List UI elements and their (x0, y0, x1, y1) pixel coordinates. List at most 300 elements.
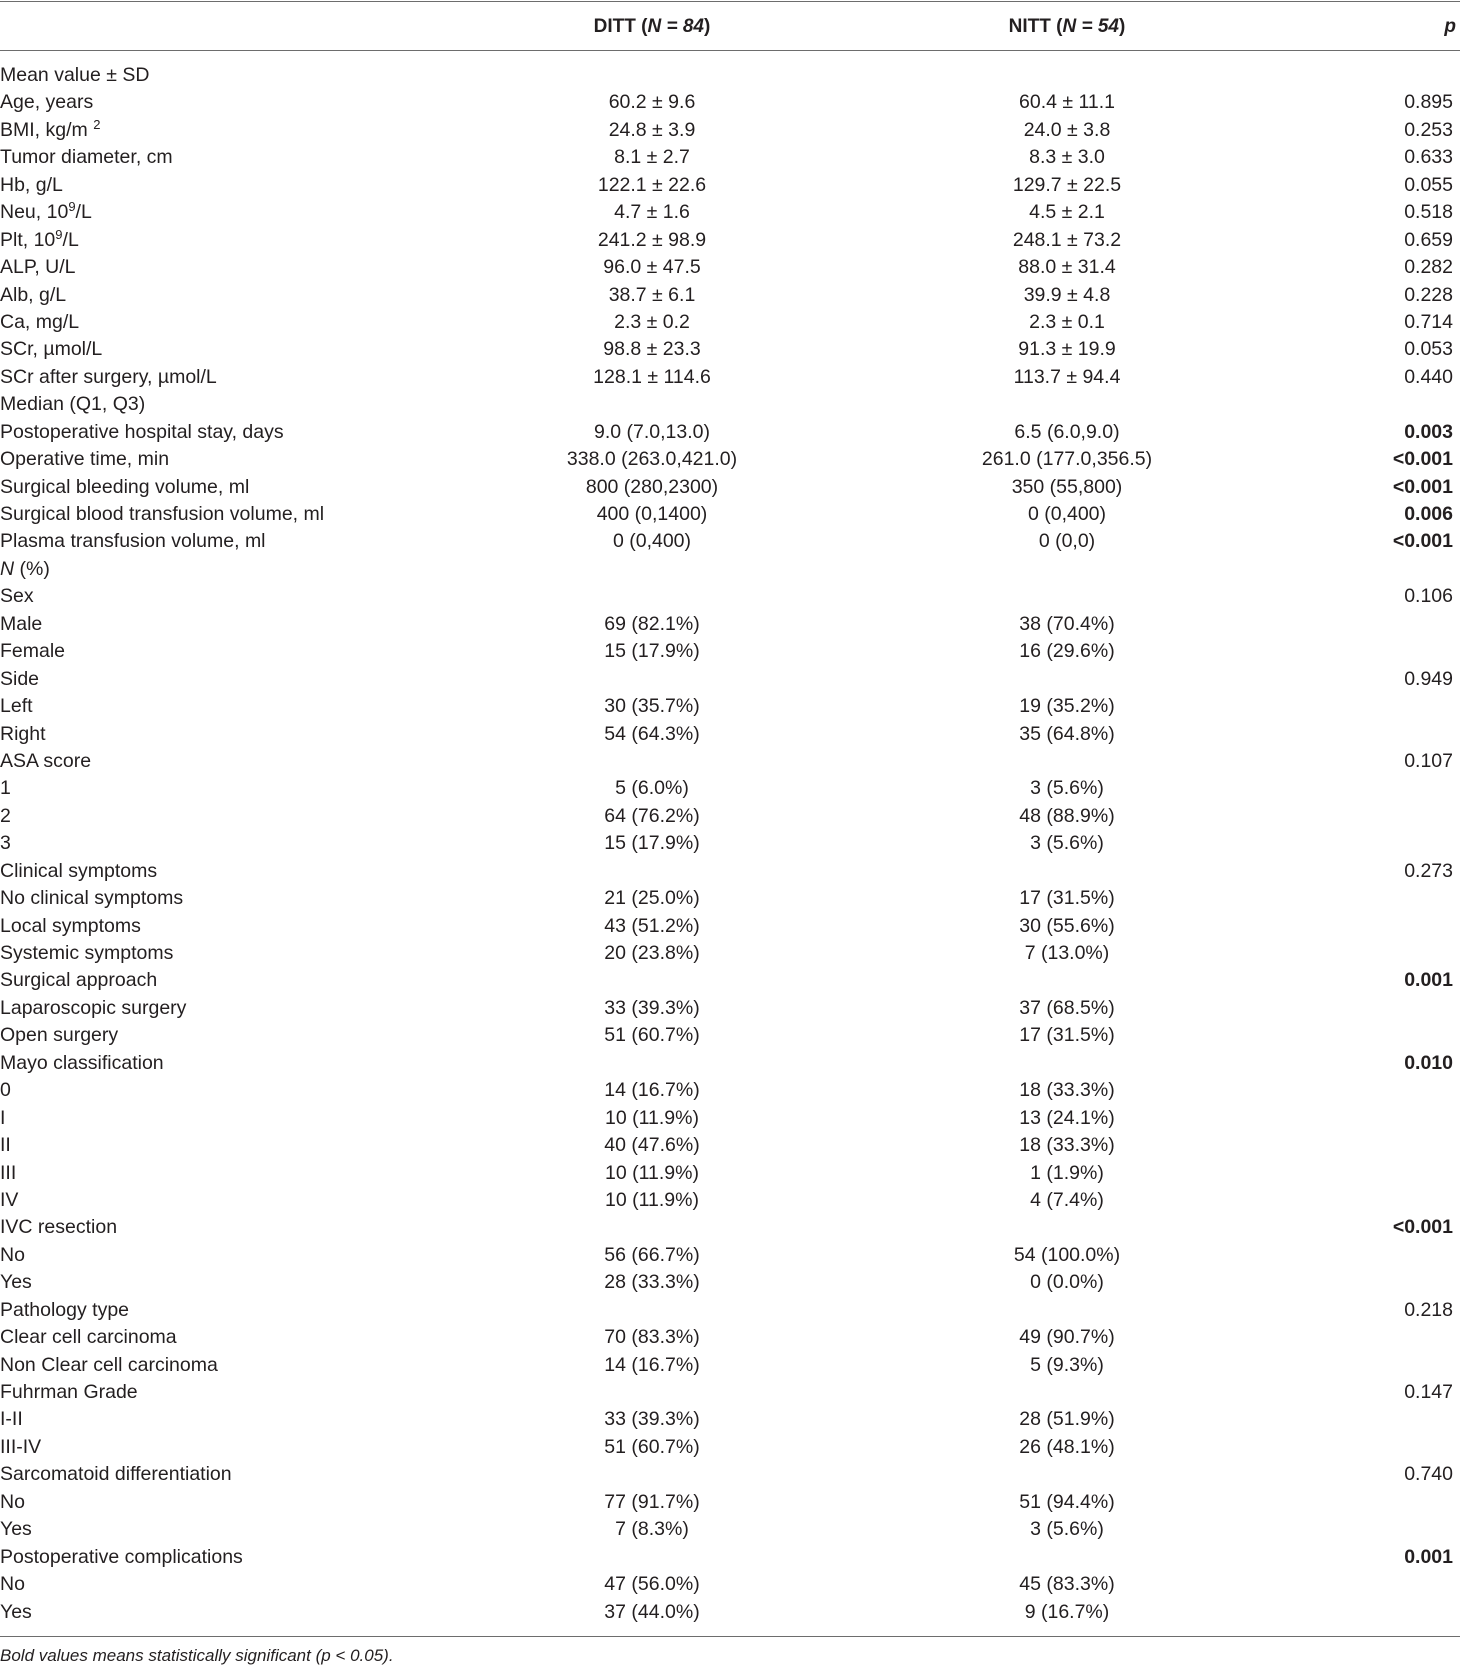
row-value-p (1300, 1242, 1453, 1269)
row-label-text: Postoperative hospital stay, days (0, 420, 284, 443)
table-row (0, 501, 1460, 528)
row-value-ditt (460, 1461, 844, 1488)
row-value-ditt: 10 (11.9%) (605, 1161, 699, 1184)
row-label (0, 1379, 460, 1406)
row-label-text: 0 (0, 1079, 11, 1102)
column-header-ditt-n: N = 84 (647, 16, 704, 37)
row-value-nitt: 88.0 ± 31.4 (1018, 256, 1116, 279)
row-label-text: Non Clear cell carcinoma (0, 1353, 218, 1376)
row-label-text: Surgical blood transfusion volume, ml (0, 503, 325, 525)
row-label-text: SCr, µmol/L (0, 338, 103, 361)
row-label (0, 1599, 460, 1626)
row-value-p (1300, 1352, 1453, 1379)
row-value-ditt (460, 391, 844, 418)
row-label (0, 1187, 460, 1214)
row-label (0, 1434, 460, 1461)
row-label-text: I-II (0, 1408, 23, 1431)
row-label-text: Side (0, 667, 40, 690)
row-label-text: No (0, 1243, 25, 1266)
table-row (0, 1297, 1460, 1324)
row-value-ditt: 77 (91.7%) (604, 1490, 700, 1513)
row-value-nitt: 13 (24.1%) (1019, 1106, 1115, 1129)
table-row (0, 227, 1460, 254)
row-value-ditt: 241.2 ± 98.9 (597, 228, 707, 251)
row-value-p: 0.053 (1404, 338, 1453, 361)
table-row (0, 89, 1460, 116)
row-label-text: II (0, 1134, 11, 1157)
row-label (0, 1132, 460, 1159)
row-label (0, 391, 460, 418)
table-row (0, 995, 1460, 1022)
row-label-text: Median (Q1, Q3) (0, 393, 146, 416)
row-label-text: Systemic symptoms (0, 942, 174, 964)
row-value-ditt: 10 (11.9%) (605, 1106, 699, 1129)
row-value-nitt: 0 (0,0) (1038, 530, 1096, 553)
table-row (0, 583, 1460, 610)
table-row (0, 1160, 1460, 1187)
row-value-ditt: 21 (25.0%) (604, 887, 700, 910)
table-row (0, 1461, 1460, 1488)
row-label-text: Open surgery (0, 1024, 119, 1047)
row-value-nitt: 129.7 ± 22.5 (1012, 173, 1122, 196)
row-label-text: III (0, 1161, 17, 1184)
table-row (0, 144, 1460, 171)
row-label (0, 336, 460, 363)
row-value-ditt (460, 967, 844, 994)
table-row (0, 1352, 1460, 1379)
row-value-p (1300, 638, 1453, 665)
row-value-nitt (875, 62, 1259, 89)
row-label-suffix: (%) (14, 557, 50, 580)
table-row (0, 1406, 1460, 1433)
row-label-text: 1 (0, 777, 11, 800)
row-value-nitt (875, 748, 1259, 775)
row-value-nitt: 35 (64.8%) (1019, 722, 1115, 745)
row-label-suffix: /L (75, 201, 92, 224)
row-value-ditt: 15 (17.9%) (604, 640, 700, 663)
row-value-p: 0.440 (1404, 365, 1453, 388)
row-label (0, 1105, 460, 1132)
row-value-ditt: 338.0 (263.0,421.0) (566, 448, 738, 471)
row-label (0, 89, 460, 116)
row-value-nitt: 37 (68.5%) (1019, 996, 1115, 1019)
row-label-text: No (0, 1573, 25, 1596)
row-label (0, 1022, 460, 1049)
row-value-nitt: 39.9 ± 4.8 (1023, 283, 1111, 306)
row-value-p: <0.001 (1392, 475, 1453, 498)
row-value-ditt: 70 (83.3%) (604, 1326, 700, 1349)
row-value-ditt: 0 (0,400) (612, 530, 692, 553)
row-label-text: Clear cell carcinoma (0, 1326, 177, 1349)
row-value-nitt: 350 (55,800) (1011, 475, 1123, 498)
row-value-nitt: 91.3 ± 19.9 (1018, 338, 1116, 361)
row-label-text: Surgical approach (0, 969, 158, 992)
row-label-text: Pathology type (0, 1298, 130, 1321)
row-value-nitt (875, 967, 1259, 994)
table-row (0, 1324, 1460, 1351)
row-label (0, 1269, 460, 1296)
row-value-ditt: 400 (0,1400) (596, 503, 708, 525)
row-label-text: Yes (0, 1600, 32, 1623)
row-label (0, 940, 460, 967)
row-label (0, 474, 460, 501)
row-label (0, 144, 460, 171)
row-label-text: 3 (0, 832, 11, 855)
row-label (0, 830, 460, 857)
row-label-text: Mean value ± SD (0, 64, 150, 86)
row-value-p: 0.659 (1404, 228, 1453, 251)
row-value-nitt (875, 1544, 1259, 1571)
row-value-nitt: 2.3 ± 0.1 (1029, 310, 1105, 333)
row-value-ditt: 60.2 ± 9.6 (608, 91, 696, 114)
row-value-p (1300, 1434, 1453, 1461)
row-value-nitt: 18 (33.3%) (1019, 1079, 1115, 1102)
row-label-text: Male (0, 612, 43, 635)
row-value-ditt: 5 (6.0%) (615, 777, 689, 800)
table-row (0, 419, 1460, 446)
table-row (0, 775, 1460, 802)
table-row (0, 199, 1460, 226)
row-value-ditt (460, 556, 844, 583)
column-header-ditt: DITT (N = 84) (593, 16, 711, 37)
row-value-p (1300, 995, 1453, 1022)
table-row (0, 693, 1460, 720)
row-label-text: 2 (0, 804, 11, 827)
row-value-p: 0.633 (1404, 146, 1453, 169)
row-label-text: N (0, 557, 15, 580)
row-value-p (1300, 830, 1453, 857)
row-value-nitt (875, 1214, 1259, 1241)
row-value-nitt (875, 583, 1259, 610)
table-row (0, 885, 1460, 912)
row-label (0, 913, 460, 940)
row-label (0, 1489, 460, 1516)
row-label (0, 1571, 460, 1598)
row-value-p: 0.218 (1404, 1298, 1453, 1321)
row-value-ditt: 37 (44.0%) (604, 1600, 700, 1623)
table-bottom-rule (0, 1636, 1460, 1637)
row-value-ditt (460, 1050, 844, 1077)
row-label-text: IV (0, 1188, 19, 1211)
row-label-text: Right (0, 722, 46, 745)
row-label-text: SCr after surgery, µmol/L (0, 365, 217, 388)
row-label (0, 254, 460, 281)
row-value-nitt (875, 858, 1259, 885)
row-label (0, 858, 460, 885)
row-value-p (1300, 1571, 1453, 1598)
row-label-text: Age, years (0, 91, 94, 114)
row-label (0, 309, 460, 336)
row-label (0, 1544, 460, 1571)
table-row (0, 913, 1460, 940)
row-value-p (1300, 1187, 1453, 1214)
row-value-ditt: 24.8 ± 3.9 (608, 118, 696, 141)
row-value-nitt: 6.5 (6.0,9.0) (1014, 420, 1120, 443)
row-value-nitt (875, 1297, 1259, 1324)
row-value-p: 0.740 (1404, 1463, 1453, 1486)
row-label-text: Sarcomatoid differentiation (0, 1463, 232, 1486)
row-label (0, 172, 460, 199)
table-row (0, 364, 1460, 391)
row-label-text: Ca, mg/L (0, 310, 80, 333)
row-value-ditt: 98.8 ± 23.3 (603, 338, 701, 361)
row-value-nitt (875, 1379, 1259, 1406)
row-value-nitt: 8.3 ± 3.0 (1029, 146, 1105, 169)
row-label (0, 638, 460, 665)
row-label (0, 1324, 460, 1351)
row-label-text: Mayo classification (0, 1051, 164, 1074)
row-value-ditt: 14 (16.7%) (604, 1079, 700, 1102)
row-value-nitt: 3 (5.6%) (1030, 832, 1104, 855)
table-row (0, 1544, 1460, 1571)
row-value-p (1300, 1105, 1453, 1132)
row-label (0, 364, 460, 391)
row-label (0, 556, 460, 583)
table-row (0, 1105, 1460, 1132)
table-row (0, 172, 1460, 199)
row-label (0, 995, 460, 1022)
table-row (0, 1187, 1460, 1214)
row-label (0, 1050, 460, 1077)
table-row (0, 336, 1460, 363)
row-label-text: Neu, 10 (0, 201, 69, 224)
row-label (0, 1461, 460, 1488)
row-label-text: Left (0, 695, 33, 718)
row-value-p: 0.106 (1404, 585, 1453, 608)
row-value-ditt: 9.0 (7.0,13.0) (594, 420, 710, 443)
row-value-p: 0.003 (1404, 420, 1453, 443)
row-label-text: I (0, 1106, 6, 1129)
row-label-superscript: 9 (68, 199, 76, 215)
row-label (0, 1077, 460, 1104)
row-value-p: <0.001 (1392, 1216, 1453, 1239)
row-label (0, 1516, 460, 1543)
row-label (0, 721, 460, 748)
row-value-ditt: 38.7 ± 6.1 (608, 283, 696, 306)
row-label-text: Surgical bleeding volume, ml (0, 475, 250, 498)
row-value-nitt: 3 (5.6%) (1030, 1518, 1104, 1541)
row-value-ditt (460, 1214, 844, 1241)
table-row (0, 254, 1460, 281)
row-label-text: Local symptoms (0, 914, 141, 937)
row-value-nitt: 9 (16.7%) (1024, 1600, 1110, 1623)
row-value-p (1300, 913, 1453, 940)
row-value-nitt: 4.5 ± 2.1 (1029, 201, 1105, 224)
row-value-ditt (460, 1297, 844, 1324)
row-value-nitt: 19 (35.2%) (1019, 695, 1115, 718)
row-value-ditt: 122.1 ± 22.6 (597, 173, 707, 196)
row-value-nitt: 0 (0,400) (1027, 503, 1107, 525)
row-value-p (1300, 693, 1453, 720)
table-top-rule (0, 1, 1460, 2)
row-label (0, 775, 460, 802)
table-row (0, 1379, 1460, 1406)
table-row (0, 446, 1460, 473)
row-label-text: IVC resection (0, 1216, 118, 1239)
row-label (0, 1352, 460, 1379)
row-value-nitt: 51 (94.4%) (1019, 1490, 1115, 1513)
table-row (0, 803, 1460, 830)
row-label (0, 1160, 460, 1187)
row-label (0, 62, 460, 89)
table-row (0, 1516, 1460, 1543)
table-row (0, 638, 1460, 665)
row-label-text: No clinical symptoms (0, 887, 184, 910)
row-label (0, 199, 460, 226)
row-label (0, 666, 460, 693)
row-value-p (1300, 1269, 1453, 1296)
row-label (0, 583, 460, 610)
row-label-text: Postoperative complications (0, 1545, 243, 1568)
row-value-ditt (460, 858, 844, 885)
row-value-p: 0.253 (1404, 118, 1453, 141)
row-value-nitt: 261.0 (177.0,356.5) (981, 448, 1153, 471)
table-header-rule (0, 50, 1460, 51)
row-value-p (1300, 1022, 1453, 1049)
row-value-p (1300, 1406, 1453, 1433)
row-value-nitt: 1 (1.9%) (1030, 1161, 1104, 1184)
row-value-ditt (460, 666, 844, 693)
row-label-suffix: /L (62, 228, 79, 251)
row-value-p (1300, 940, 1453, 967)
table-row (0, 721, 1460, 748)
row-value-ditt: 10 (11.9%) (605, 1188, 699, 1211)
row-value-p (1300, 803, 1453, 830)
row-label (0, 1297, 460, 1324)
row-label-text: Yes (0, 1518, 32, 1541)
row-label-text: Clinical symptoms (0, 859, 158, 882)
row-value-ditt: 43 (51.2%) (604, 914, 700, 937)
table-row (0, 309, 1460, 336)
row-value-p (1300, 1160, 1453, 1187)
row-value-p: 0.147 (1404, 1381, 1453, 1403)
column-header-nitt-n: N = 54 (1062, 16, 1119, 37)
row-label-text: Tumor diameter, cm (0, 146, 173, 169)
row-label (0, 117, 460, 144)
row-value-ditt: 56 (66.7%) (604, 1243, 700, 1266)
row-value-p: 0.006 (1404, 503, 1453, 525)
row-value-p (1300, 775, 1453, 802)
row-label (0, 446, 460, 473)
row-value-p: 0.107 (1404, 749, 1453, 772)
row-value-ditt: 2.3 ± 0.2 (614, 310, 690, 333)
row-value-ditt: 14 (16.7%) (604, 1353, 700, 1376)
row-value-p: 0.949 (1404, 667, 1453, 690)
row-value-p: 0.055 (1404, 173, 1453, 196)
row-label-text: Female (0, 640, 66, 663)
row-value-p (1300, 1324, 1453, 1351)
row-value-nitt (875, 666, 1259, 693)
row-label-text: Yes (0, 1271, 32, 1294)
row-label-text: Fuhrman Grade (0, 1381, 138, 1403)
row-value-nitt (875, 1461, 1259, 1488)
table-row (0, 117, 1460, 144)
row-value-nitt: 49 (90.7%) (1019, 1326, 1115, 1349)
table-row (0, 391, 1460, 418)
row-value-ditt (460, 1379, 844, 1406)
row-value-ditt: 15 (17.9%) (604, 832, 700, 855)
row-value-nitt (875, 391, 1259, 418)
row-value-ditt: 800 (280,2300) (585, 475, 719, 498)
row-value-p (1300, 1132, 1453, 1159)
row-value-ditt: 69 (82.1%) (604, 612, 700, 635)
row-value-ditt (460, 1544, 844, 1571)
table-row (0, 528, 1460, 555)
row-value-p: 0.228 (1404, 283, 1453, 306)
table-row (0, 858, 1460, 885)
row-value-p (1300, 62, 1453, 89)
table-row (0, 830, 1460, 857)
row-value-nitt: 5 (9.3%) (1030, 1353, 1104, 1376)
row-value-ditt (460, 62, 844, 89)
row-label-text: No (0, 1490, 25, 1513)
row-value-nitt: 7 (13.0%) (1024, 942, 1110, 964)
row-value-ditt: 28 (33.3%) (604, 1271, 700, 1294)
row-value-ditt (460, 583, 844, 610)
row-value-nitt: 4 (7.4%) (1030, 1188, 1104, 1211)
row-label (0, 693, 460, 720)
row-value-p (1300, 391, 1453, 418)
row-label-text: Operative time, min (0, 448, 170, 471)
table-row (0, 1214, 1460, 1241)
column-header-p: p (1444, 16, 1456, 37)
table-row (0, 62, 1460, 89)
table-row (0, 282, 1460, 309)
row-label-text: BMI, kg/m (0, 118, 88, 141)
row-value-nitt: 30 (55.6%) (1019, 914, 1115, 937)
row-value-nitt: 60.4 ± 11.1 (1019, 91, 1115, 114)
row-value-ditt: 20 (23.8%) (604, 942, 700, 964)
row-value-p: 0.714 (1404, 310, 1453, 333)
row-value-nitt: 0 (0.0%) (1030, 1271, 1104, 1294)
row-value-ditt: 51 (60.7%) (604, 1024, 700, 1047)
row-value-nitt: 248.1 ± 73.2 (1012, 228, 1122, 251)
table-row (0, 1599, 1460, 1626)
row-value-p: 0.282 (1404, 256, 1453, 279)
row-value-p: <0.001 (1392, 448, 1453, 471)
row-value-p: 0.273 (1404, 859, 1453, 882)
row-label (0, 282, 460, 309)
row-label (0, 501, 460, 528)
row-value-nitt: 54 (100.0%) (1013, 1243, 1121, 1266)
row-label-text: ASA score (0, 749, 92, 772)
row-value-p (1300, 1516, 1453, 1543)
row-label-superscript: 9 (55, 226, 63, 242)
column-header-nitt-label: NITT (1008, 16, 1051, 37)
row-value-ditt: 33 (39.3%) (604, 996, 700, 1019)
row-value-p: 0.001 (1404, 969, 1453, 992)
row-label (0, 611, 460, 638)
row-value-ditt: 54 (64.3%) (604, 722, 700, 745)
row-value-nitt: 24.0 ± 3.8 (1023, 118, 1111, 141)
row-label (0, 419, 460, 446)
table-row (0, 1434, 1460, 1461)
row-label (0, 1242, 460, 1269)
row-label-text: III-IV (0, 1435, 42, 1458)
table-row (0, 1571, 1460, 1598)
row-value-nitt: 45 (83.3%) (1019, 1573, 1115, 1596)
row-label-text: Laparoscopic surgery (0, 996, 187, 1019)
table-footnote: Bold values means statistically significant (p < 0.05). (0, 1646, 394, 1665)
row-value-nitt (875, 556, 1259, 583)
row-value-ditt: 30 (35.7%) (604, 695, 700, 718)
table-row (0, 1489, 1460, 1516)
row-value-ditt: 96.0 ± 47.5 (603, 256, 701, 279)
row-value-p: 0.518 (1404, 201, 1453, 224)
row-value-p (1300, 721, 1453, 748)
row-value-nitt: 18 (33.3%) (1019, 1134, 1115, 1157)
row-value-p: 0.010 (1404, 1051, 1453, 1074)
